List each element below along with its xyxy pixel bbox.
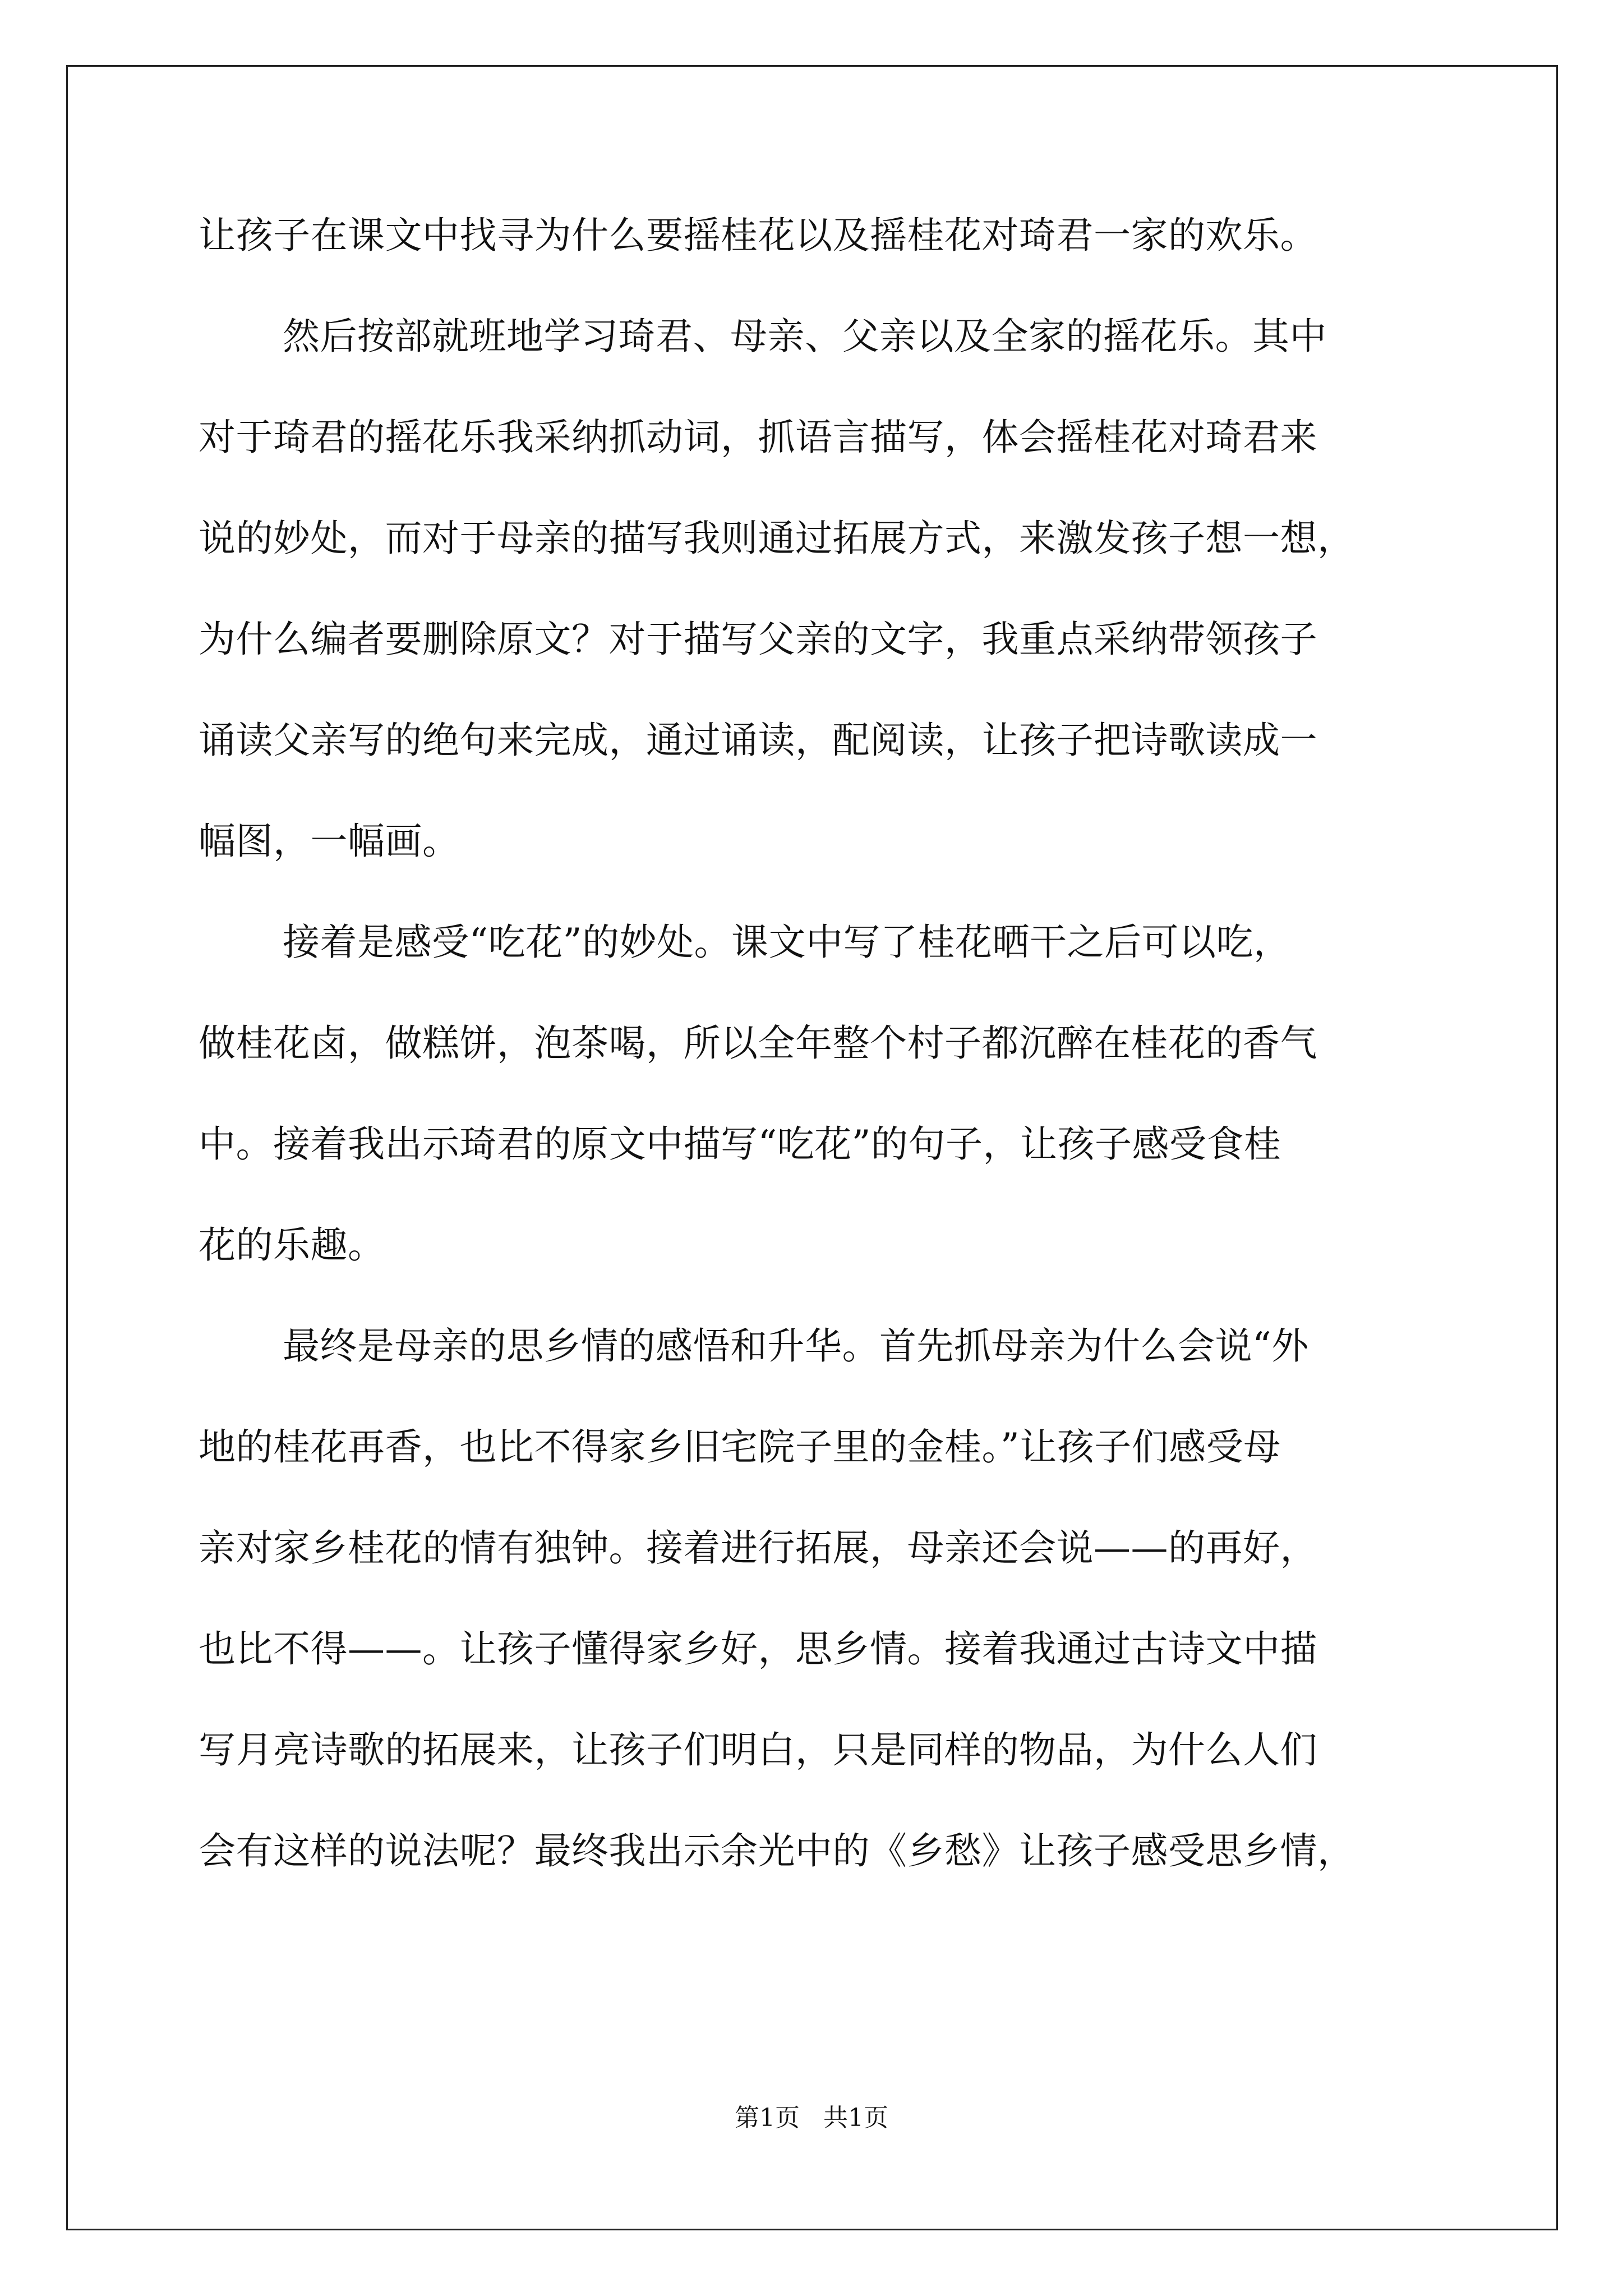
text-line: 也比不得——。让孩子懂得家乡好，思乡情。接着我通过古诗文中描 — [199, 1627, 1317, 1671]
text-line: 写月亮诗歌的拓展来，让孩子们明白，只是同样的物品，为什么人们 — [199, 1728, 1317, 1772]
text-line: 地的桂花再香，也比不得家乡旧宅院子里的金桂。”让孩子们感受母 — [199, 1425, 1281, 1469]
text-line: 花的乐趣。 — [199, 1223, 385, 1267]
text-line: 说的妙处，而对于母亲的描写我则通过拓展方式，来激发孩子想一想， — [199, 517, 1355, 560]
text-line: 诵读父亲写的绝句来完成，通过诵读，配阅读，让孩子把诗歌读成一 — [199, 719, 1317, 762]
document-body — [199, 208, 1432, 1924]
text-line: 为什么编者要删除原文？对于描写父亲的文字，我重点采纳带领孩子 — [199, 618, 1317, 661]
paragraph-start-line: 最终是母亲的思乡情的感悟和升华。首先抓母亲为什么会说“外 — [283, 1324, 1309, 1368]
text-line: 中。接着我出示琦君的原文中描写“吃花”的句子，让孩子感受食桂 — [199, 1122, 1281, 1166]
paragraph-start-line: 然后按部就班地学习琦君、母亲、父亲以及全家的摇花乐。其中 — [283, 315, 1327, 358]
page-footer: 第1页 共1页 — [735, 2104, 888, 2132]
text-line: 会有这样的说法呢？最终我出示余光中的《乡愁》让孩子感受思乡情， — [199, 1829, 1355, 1872]
text-line: 亲对家乡桂花的情有独钟。接着进行拓展，母亲还会说——的再好， — [199, 1526, 1317, 1570]
paragraph-start-line: 接着是感受“吃花”的妙处。课文中写了桂花晒干之后可以吃， — [283, 921, 1291, 964]
text-line: 做桂花卤，做糕饼，泡茶喝，所以全年整个村子都沉醉在桂花的香气 — [199, 1022, 1317, 1065]
text-line: 对于琦君的摇花乐我采纳抓动词，抓语言描写，体会摇桂花对琦君来 — [199, 416, 1317, 459]
text-line: 让孩子在课文中找寻为什么要摇桂花以及摇桂花对琦君一家的欢乐。 — [199, 214, 1317, 257]
text-line: 幅图，一幅画。 — [199, 820, 460, 863]
